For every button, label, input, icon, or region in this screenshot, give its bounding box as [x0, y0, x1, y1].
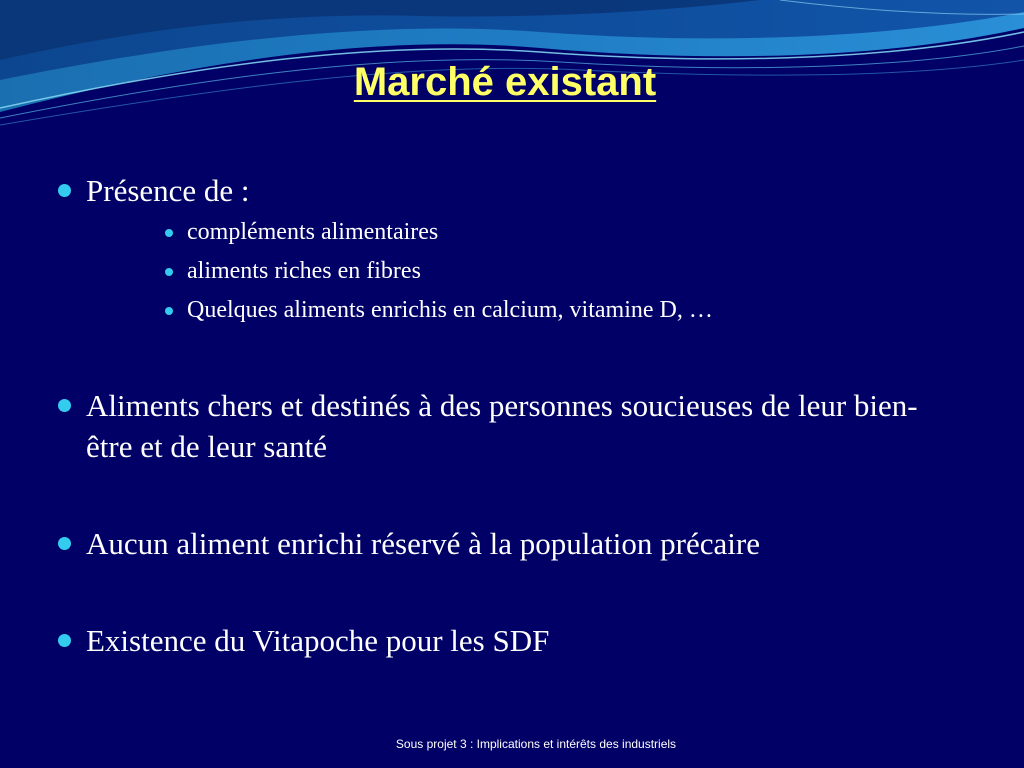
sub-bullet-text: aliments riches en fibres — [187, 258, 421, 284]
bullet-text: Existence du Vitapoche pour les SDF — [86, 623, 550, 658]
bullet-dot-icon — [58, 634, 71, 647]
sub-bullet-item — [86, 291, 956, 330]
bullet-dot-icon — [58, 399, 71, 412]
sub-bullet-dot-icon — [165, 307, 173, 315]
bullet-text: Aucun aliment enrichi réservé à la population précaire — [86, 526, 760, 561]
bullet-text: Aliments chers et destinés à des personnes soucieuses de leur bien-être et de leur santé — [86, 388, 918, 464]
sub-bullet-dot-icon — [165, 268, 173, 276]
bullet-item — [56, 523, 956, 564]
bullet-dot-icon — [58, 184, 71, 197]
slide-title: Marché existant — [353, 60, 657, 104]
sub-bullet-item — [86, 213, 956, 252]
sub-bullet-item — [86, 252, 956, 291]
bullet-text: Présence de : — [86, 173, 250, 208]
bullet-item — [56, 620, 956, 661]
bullet-item — [56, 170, 956, 330]
sub-bullet-text: Quelques aliments enrichis en calcium, vitamine D, … — [187, 297, 713, 323]
bullet-item — [56, 385, 956, 467]
sub-bullet-list — [86, 213, 956, 330]
slide-footer: Sous projet 3 : Implications et intérêts des industriels — [395, 737, 677, 751]
bullet-dot-icon — [58, 537, 71, 550]
bullet-list — [56, 170, 956, 661]
sub-bullet-dot-icon — [165, 229, 173, 237]
sub-bullet-text: compléments alimentaires — [187, 219, 439, 245]
